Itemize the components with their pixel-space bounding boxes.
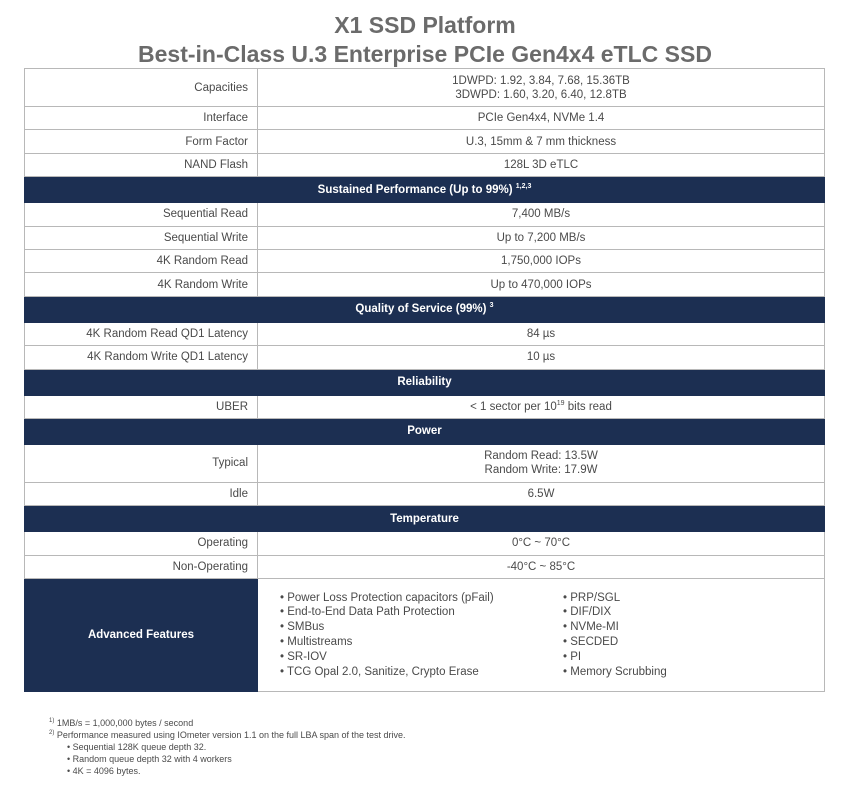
footnote-1-marker: 1) xyxy=(49,718,55,724)
features-column-2 xyxy=(563,591,667,680)
list-item: • SMBus xyxy=(280,620,563,635)
table-row xyxy=(25,226,825,249)
table-row xyxy=(25,555,825,578)
list-item: • Multistreams xyxy=(280,635,563,650)
spec-table xyxy=(24,68,825,692)
read-latency-value: 84 µs xyxy=(258,322,825,345)
form-factor-value: U.3, 15mm & 7 mm thickness xyxy=(258,130,825,153)
typical-read-power: Random Read: 13.5W xyxy=(484,450,598,463)
footnote-1-text: 1MB/s = 1,000,000 bytes / second xyxy=(56,718,194,728)
footnote-2 xyxy=(49,729,406,741)
list-item: • PRP/SGL xyxy=(563,591,667,606)
table-row xyxy=(25,579,825,692)
performance-header-text: Sustained Performance (Up to 99%) xyxy=(317,183,513,196)
list-item: • Memory Scrubbing xyxy=(563,665,667,680)
form-factor-label: Form Factor xyxy=(25,130,258,153)
features-column-1 xyxy=(280,591,563,680)
list-item: • End-to-End Data Path Protection xyxy=(280,605,563,620)
footnote-1 xyxy=(49,717,406,729)
table-row xyxy=(25,482,825,505)
features-list xyxy=(258,591,824,680)
table-row xyxy=(25,153,825,176)
footnote-bullet-random: • Random queue depth 32 with 4 workers xyxy=(67,754,232,764)
uber-value-prefix: < 1 sector per 10 xyxy=(470,400,557,413)
footnote-2-text: Performance measured using IOmeter version 1.1 on the full LBA span of the test drive. xyxy=(56,730,406,740)
table-row xyxy=(25,444,825,482)
section-header-performance xyxy=(25,177,825,203)
section-header-power xyxy=(25,418,825,444)
operating-temp-value: 0°C ~ 70°C xyxy=(258,532,825,555)
seq-write-label: Sequential Write xyxy=(25,226,258,249)
table-row xyxy=(25,107,825,130)
typical-write-power: Random Write: 17.9W xyxy=(484,464,598,477)
list-item: • TCG Opal 2.0, Sanitize, Crypto Erase xyxy=(280,665,563,680)
reliability-header-text: Reliability xyxy=(25,369,825,395)
rand-write-label: 4K Random Write xyxy=(25,273,258,296)
page-subtitle: Best-in-Class U.3 Enterprise PCIe Gen4x4 eTLC SSD xyxy=(138,41,712,67)
read-latency-label: 4K Random Read QD1 Latency xyxy=(25,322,258,345)
seq-read-value: 7,400 MB/s xyxy=(258,203,825,226)
table-row xyxy=(25,322,825,345)
capacities-label: Capacities xyxy=(25,69,258,107)
capacities-1dwpd: 1DWPD: 1.92, 3.84, 7.68, 15.36TB xyxy=(452,74,630,87)
seq-read-label: Sequential Read xyxy=(25,203,258,226)
uber-value-suffix: bits read xyxy=(564,400,612,413)
uber-exponent: 19 xyxy=(556,399,565,407)
rand-read-value: 1,750,000 IOPs xyxy=(258,249,825,272)
advanced-features-label: Advanced Features xyxy=(25,579,258,692)
performance-footnote-ref: 1,2,3 xyxy=(515,182,532,190)
qos-header-text: Quality of Service (99%) xyxy=(355,303,487,316)
table-row xyxy=(25,532,825,555)
section-header-temperature xyxy=(25,506,825,532)
typical-power-label: Typical xyxy=(25,444,258,482)
page-title: X1 SSD Platform xyxy=(334,12,516,38)
table-row xyxy=(25,203,825,226)
table-row xyxy=(25,69,825,107)
write-latency-value: 10 µs xyxy=(258,346,825,369)
rand-write-value: Up to 470,000 IOPs xyxy=(258,273,825,296)
list-item: • Power Loss Protection capacitors (pFail) xyxy=(280,591,563,606)
list-item: • NVMe-MI xyxy=(563,620,667,635)
uber-label: UBER xyxy=(25,395,258,418)
write-latency-label: 4K Random Write QD1 Latency xyxy=(25,346,258,369)
interface-label: Interface xyxy=(25,107,258,130)
capacities-3dwpd: 3DWPD: 1.60, 3.20, 6.40, 12.8TB xyxy=(455,88,627,101)
capacities-value xyxy=(258,69,825,107)
interface-value: PCIe Gen4x4, NVMe 1.4 xyxy=(258,107,825,130)
temperature-header-text: Temperature xyxy=(25,506,825,532)
advanced-features-value xyxy=(258,579,825,692)
operating-temp-label: Operating xyxy=(25,532,258,555)
list-item: • DIF/DIX xyxy=(563,605,667,620)
non-operating-temp-value: -40°C ~ 85°C xyxy=(258,555,825,578)
footnote-bullet-4k: • 4K = 4096 bytes. xyxy=(67,766,141,776)
footnote-bullet-sequential: • Sequential 128K queue depth 32. xyxy=(67,742,207,752)
section-header-reliability xyxy=(25,369,825,395)
uber-value xyxy=(258,395,825,418)
table-row xyxy=(25,130,825,153)
power-header-text: Power xyxy=(25,418,825,444)
list-item: • PI xyxy=(563,650,667,665)
table-row xyxy=(25,249,825,272)
footnotes xyxy=(49,717,406,777)
typical-power-value xyxy=(258,444,825,482)
list-item: • SR-IOV xyxy=(280,650,563,665)
nand-label: NAND Flash xyxy=(25,153,258,176)
seq-write-value: Up to 7,200 MB/s xyxy=(258,226,825,249)
list-item: • SECDED xyxy=(563,635,667,650)
table-row xyxy=(25,346,825,369)
rand-read-label: 4K Random Read xyxy=(25,249,258,272)
table-row xyxy=(25,273,825,296)
idle-power-value: 6.5W xyxy=(258,482,825,505)
table-row xyxy=(25,395,825,418)
section-header-qos xyxy=(25,296,825,322)
footnote-2-marker: 2) xyxy=(49,730,55,736)
idle-power-label: Idle xyxy=(25,482,258,505)
nand-value: 128L 3D eTLC xyxy=(258,153,825,176)
qos-footnote-ref: 3 xyxy=(489,302,494,310)
non-operating-temp-label: Non-Operating xyxy=(25,555,258,578)
